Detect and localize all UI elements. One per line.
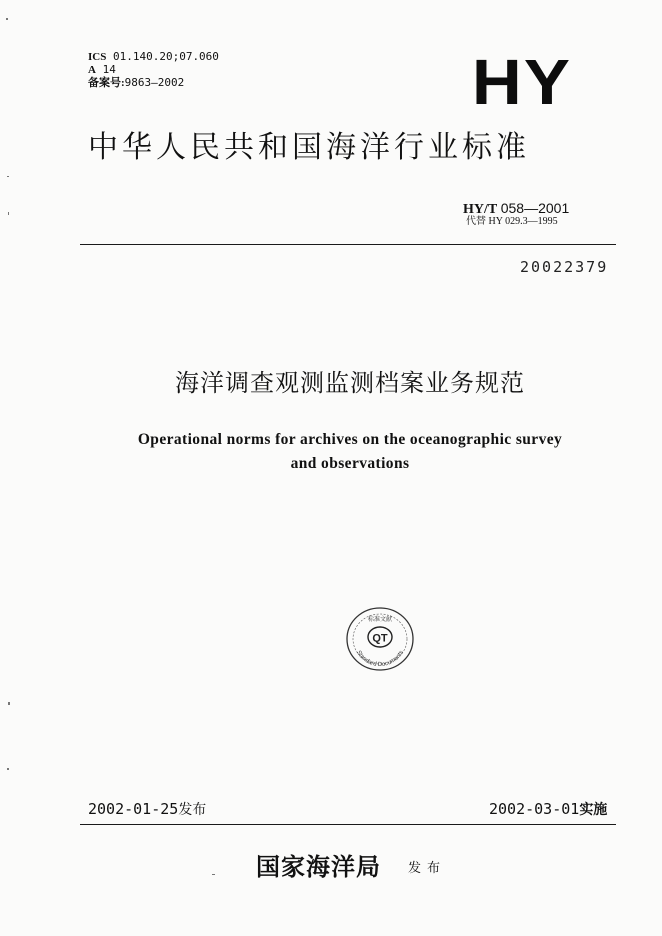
standard-number-prefix: HY/T xyxy=(463,202,498,217)
ics-code: 01.140.20;07.060 xyxy=(112,50,219,63)
document-title-chinese: 海洋调查观测监测档案业务规范 xyxy=(175,369,525,397)
effective-date: 2002-03-01 xyxy=(489,800,580,818)
issue-date: 2002-01-25 xyxy=(88,800,179,818)
document-title-english-line2: and observations xyxy=(290,455,410,472)
issuing-authority: 国家海洋局 xyxy=(256,852,381,881)
effective-date-line xyxy=(489,800,607,819)
seal-top-chars: 标准文献 xyxy=(367,616,393,623)
ics-label: ICS xyxy=(88,51,107,63)
scan-speck xyxy=(212,874,215,875)
top-divider xyxy=(80,244,616,245)
standard-category-title: 中华人民共和国海洋行业标准 xyxy=(88,130,530,165)
scan-speck xyxy=(7,176,9,177)
record-number: 9863—2002 xyxy=(124,76,185,89)
record-label: 备案号: xyxy=(88,77,125,89)
seal-ring-text: Standard Documents xyxy=(355,649,405,669)
category-code: 14 xyxy=(102,63,116,76)
hy-logo: HY xyxy=(471,46,573,118)
issue-date-line xyxy=(88,800,206,819)
effective-date-label: 实施 xyxy=(579,802,608,818)
scan-speck xyxy=(7,768,9,770)
issuing-action: 发布 xyxy=(408,861,447,876)
bottom-divider xyxy=(80,824,616,825)
replaces-standard: 代替 HY 029.3—1995 xyxy=(466,216,558,227)
seal-monogram: QT xyxy=(372,632,388,645)
category-line xyxy=(88,63,116,77)
standard-number-code: 058—2001 xyxy=(500,200,570,216)
scan-speck xyxy=(8,212,9,215)
scan-speck xyxy=(6,18,8,20)
document-title-english-line1: Operational norms for archives on the oceanographic survey xyxy=(137,431,563,448)
archive-number: 20022379 xyxy=(520,258,609,276)
scan-speck xyxy=(8,702,10,705)
record-line xyxy=(88,76,184,90)
category-label: A xyxy=(88,64,96,76)
issue-date-label: 发布 xyxy=(178,802,207,818)
standard-documents-seal xyxy=(340,604,420,674)
ics-line xyxy=(88,50,219,64)
